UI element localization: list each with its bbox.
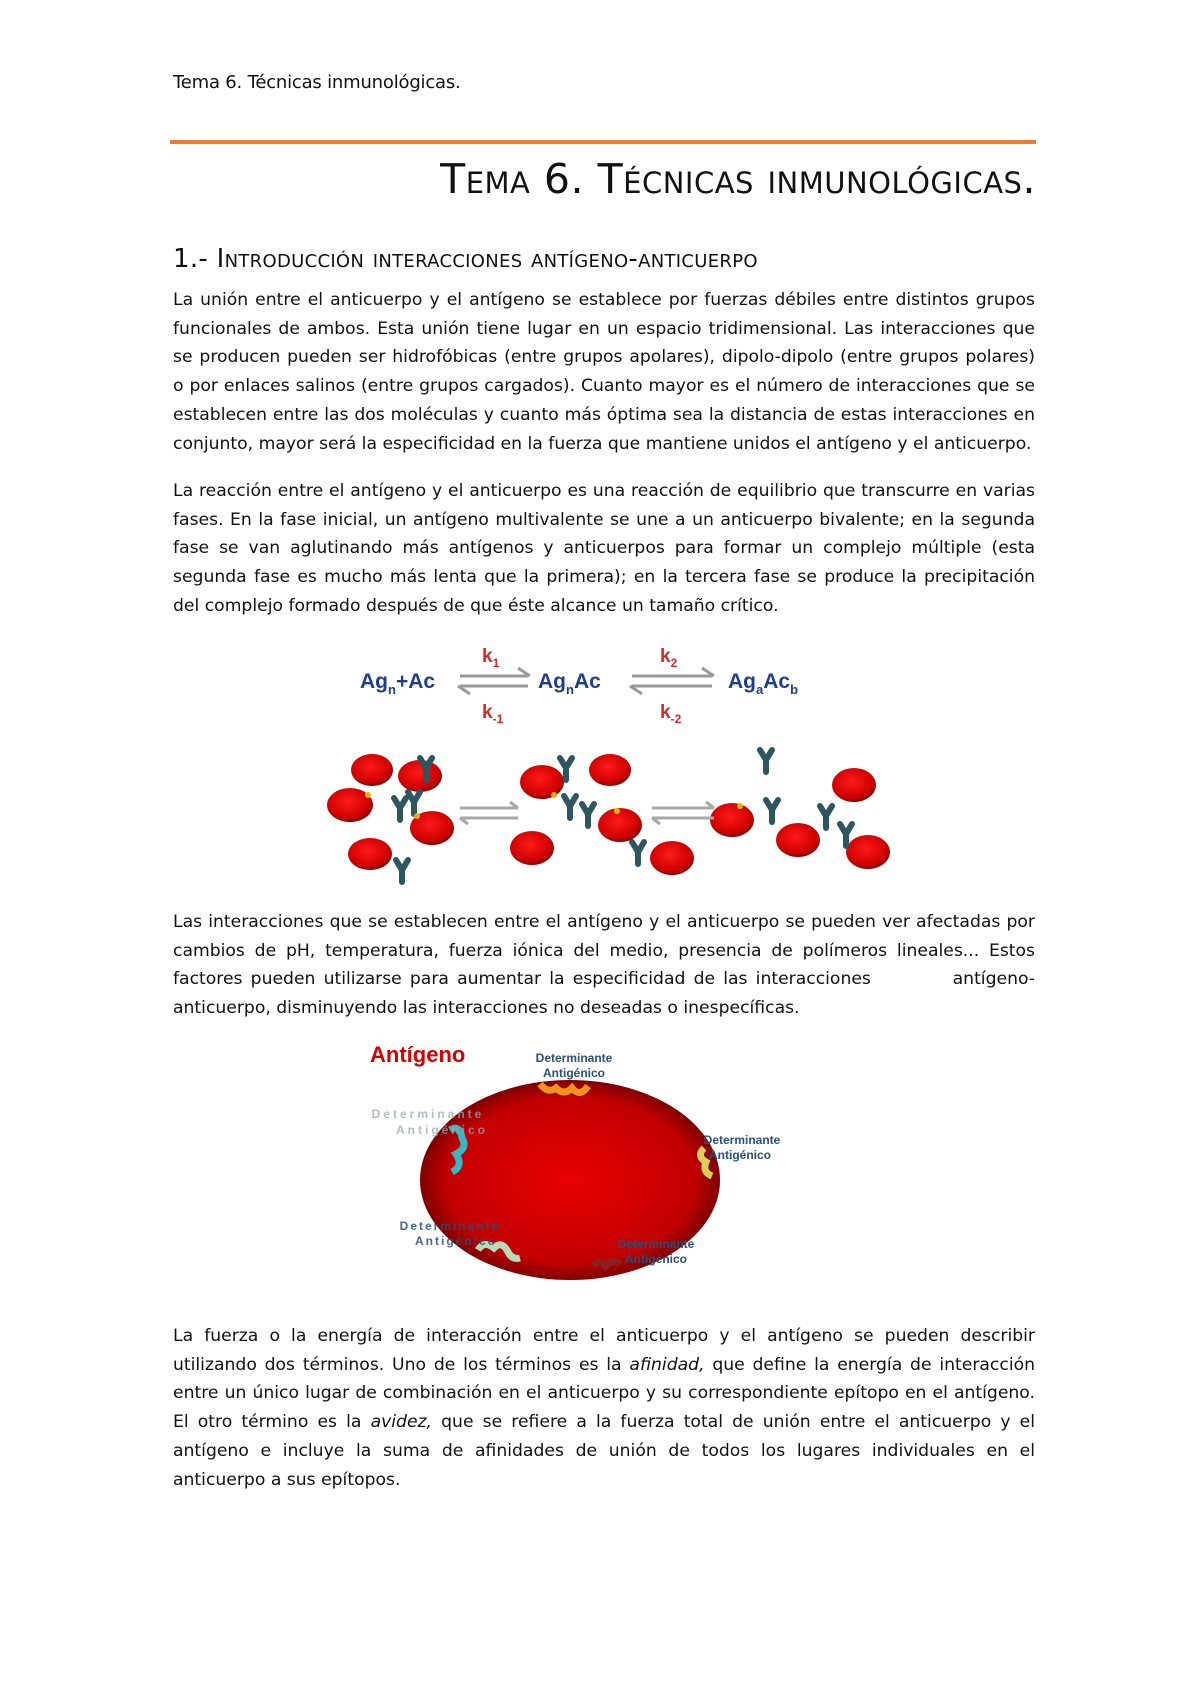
rate-k-2: $k_{-2}$ bbox=[660, 702, 682, 726]
paragraph-4-text-a: La fuerza o la energía de interacción entre el anticuerpo y el antígeno se pueden describir utilizando dos términos. Uno de los términos es la bbox=[173, 1326, 1035, 1375]
section-heading: 1.- Introducción interacciones antígeno-anticuerpo bbox=[173, 244, 758, 274]
antigen-determinants-figure bbox=[370, 1040, 830, 1290]
running-header: Tema 6. Técnicas inmunológicas. bbox=[173, 72, 461, 93]
label-bottom-right-line1: Determinante bbox=[617, 1237, 695, 1251]
species-2: $Ag_nAc$ bbox=[538, 670, 601, 697]
reaction-equation-figure bbox=[360, 640, 820, 730]
species-1: $Ag_n+Ac$ bbox=[360, 670, 436, 697]
paragraph-4-text-b: que define la energía de interacción entre un único lugar de combinación en el anticuerpo y su correspondiente epítopo en el antígeno. El otro término es la bbox=[173, 1354, 1035, 1433]
term-avidity: avidez, bbox=[370, 1412, 433, 1433]
label-top-line2: Antigénico bbox=[543, 1066, 605, 1080]
label-right-line2: Antigénico bbox=[709, 1148, 771, 1162]
label-left-line2: Antigénico bbox=[396, 1123, 488, 1137]
label-top-line1: Determinante bbox=[535, 1051, 613, 1065]
label-bottom-left-line2: Antigénico bbox=[415, 1234, 497, 1248]
immune-complex-illustration bbox=[320, 740, 900, 890]
paragraph-3: Las interacciones que se establecen entre el antígeno y el anticuerpo se pueden ver afectadas por cambios de pH, temperatura, fuerza iónica del medio, presencia de polímeros lineales... Estos factores pueden utilizarse para aumentar la especificidad de las interacciones antígeno-anticuerpo, disminuyendo las interacciones no deseadas o inespecíficas. bbox=[173, 912, 1041, 1019]
label-left-line1: Determinante bbox=[371, 1107, 485, 1121]
term-affinity: afinidad, bbox=[629, 1354, 705, 1375]
antigen-title: Antígeno bbox=[370, 1042, 466, 1067]
header-rule bbox=[170, 140, 1036, 144]
determinant-bottom-right bbox=[594, 1261, 620, 1266]
species-3: $Ag_aAc_b$ bbox=[728, 670, 799, 697]
rate-k1: $k_1$ bbox=[482, 646, 500, 670]
label-bottom-left-line1: Determinante bbox=[399, 1219, 501, 1233]
page-title: Tema 6. Técnicas inmunológicas. bbox=[440, 155, 1036, 203]
equilibrium-arrow-2 bbox=[630, 668, 714, 694]
rate-k-1: $k_{-1}$ bbox=[482, 702, 504, 726]
paragraph-1: La unión entre el anticuerpo y el antígeno se establece por fuerzas débiles entre distintos grupos funcionales de ambos. Esta unión tiene lugar en un espacio tridimensional. Las interacciones que se producen pueden ser hidrofóbicas (entre grupos apolares), dipolo-dipolo (entre grupos polares) o por enlaces salinos (entre grupos cargados). Cuanto mayor es el número de interacciones que se establecen entre las dos moléculas y cuanto más óptima sea la distancia de estas interacciones en conjunto, mayor será la especificidad en la fuerza que mantiene unidos el antígeno y el anticuerpo. bbox=[173, 290, 1035, 454]
equilibrium-arrow-1 bbox=[458, 668, 530, 694]
label-bottom-right-line2: Antigénico bbox=[625, 1252, 687, 1266]
paragraph-4 bbox=[173, 1322, 1035, 1494]
paragraph-2: La reacción entre el antígeno y el anticuerpo es una reacción de equilibrio que transcurre en varias fases. En la fase inicial, un antígeno multivalente se une a un anticuerpo bivalente; en la segunda fase se van aglutinando más antígenos y anticuerpos para formar un complejo múltiple (esta segunda fase es mucho más lenta que la primera); en la tercera fase se produce la precipitación del complejo formado después de que éste alcance un tamaño crítico. bbox=[173, 481, 1035, 616]
paragraph-4-text-c: que se refiere a la fuerza total de unión entre el anticuerpo y el antígeno e incluye la suma de afinidades de unión de todos los lugares individuales en el anticuerpo a sus epítopos. bbox=[173, 1412, 1035, 1490]
label-right-line1: Determinante bbox=[703, 1133, 781, 1147]
rate-k2: $k_2$ bbox=[660, 646, 678, 670]
